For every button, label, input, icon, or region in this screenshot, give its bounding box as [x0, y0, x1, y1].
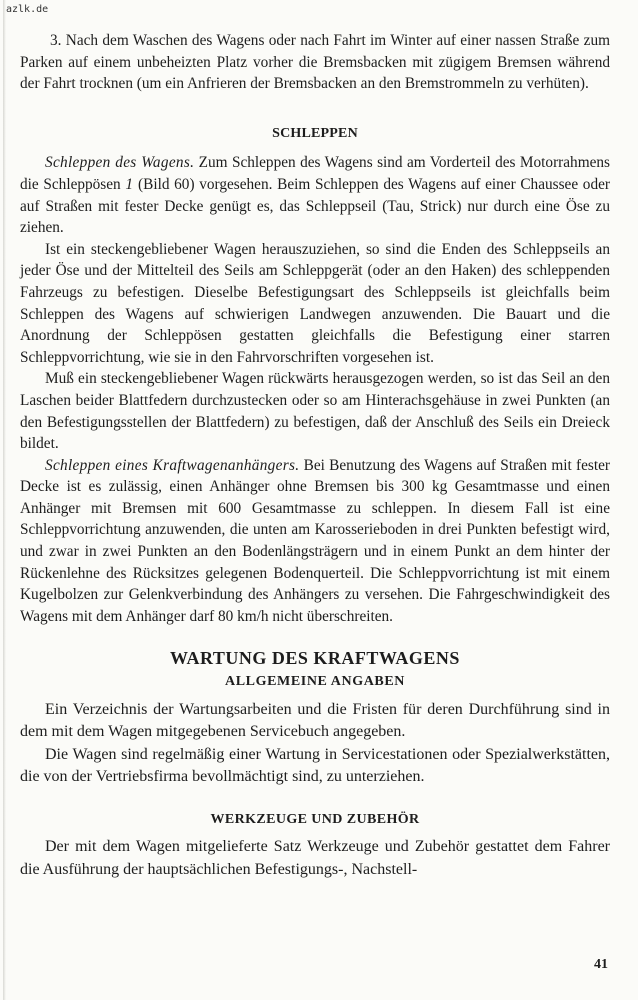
section-heading-schleppen: SCHLEPPEN [272, 125, 358, 141]
page-number: 41 [594, 957, 608, 972]
figure-reference-number: 1 [125, 175, 134, 193]
chapter-heading-wartung: WARTUNG DES KRAFTWAGENS [170, 648, 460, 669]
paragraph-text: Zum Schleppen des Wagens sind am Vorderteil des Motorrahmens die Schleppösen [20, 154, 610, 193]
wartung-body [20, 699, 610, 789]
run-in-heading-anhaenger: Schleppen eines Kraftwagenanhängers. [45, 456, 300, 474]
paragraph-text: (Bild 60) vorgesehen. Beim Schleppen des Wagens auf einer Chaussee oder auf Straßen mit fester Decke genügt es, das Schleppseil (Tau, Strick) nur durch eine Öse zu ziehen. [20, 175, 610, 237]
item-3-paragraph: 3. Nach dem Waschen des Wagens oder nach Fahrt im Winter auf einer nassen Straße zum Parken auf einem unbeheizten Platz vorher die Bremsbacken mit zügigem Bremsen während der Fahrt trocknen (um ein Anfrieren der Bremsbacken an den Bremstrommeln zu verhüten). [20, 32, 610, 93]
paragraph-schleppen-2: Ist ein steckengebliebener Wagen herauszuziehen, so sind die Enden des Schleppseils an jeder Öse und der Mittelteil des Seils am Schleppgerät (oder an den Haken) des schleppenden Fahrzeugs zu befestigen. Dieselbe Befestigungsart des Schleppseils ist gleichfalls beim Schleppen des Wagens auf schwierigen Landwegen anzuwenden. Die Bauart und die Anordnung der Schleppösen gestatten gleichfalls die Befestigung einer starren Schleppvorrichtung, wie sie in den Fahrvorschriften vorgesehen ist. [20, 240, 610, 366]
run-in-heading-schleppen-wagen: Schleppen des Wagens. [45, 154, 195, 172]
page-binding-shadow [3, 0, 6, 1000]
werkzeuge-body [20, 836, 610, 881]
paragraph-text: Bei Benutzung des Wagens auf Straßen mit fester Decke ist es zulässig, einen Anhänger ohne Bremsen bis 300 kg Gesamtmasse und einen Anhänger mit Bremsen mit 600 Gesamtmasse zu schleppen. In diesem Fall ist eine Schleppvorrichtung anzuwenden, die unten am Karosserieboden in drei Punkten befestigt wird, und zwar in zwei Punkten an den Bodenlängsträgern und in einem Punkt an dem hinter der Rückenlehne des Rücksitzes gelegenen Bodenquerteil. Die Schleppvorrichtung ist mit einem Kugelbolzen zur Gelenkverbindung des Anhängers zu versehen. Die Fahrgeschwindigkeit des Wagens mit dem Anhänger darf 80 km/h nicht überschreiten. [20, 456, 610, 625]
paragraph-wartung-1: Ein Verzeichnis der Wartungsarbeiten und die Fristen für deren Durchführung sind in dem mit dem Wagen mitgegebenen Servicebuch angegeben. [20, 701, 610, 741]
paragraph-schleppen-4 [20, 455, 610, 628]
paragraph-werkzeuge-1: Der mit dem Wagen mitgelieferte Satz Werkzeuge und Zubehör gestattet dem Fahrer die Ausführung der hauptsächlichen Befestigungs-, Nachstell- [20, 838, 610, 878]
section-heading-allgemeine-angaben: ALLGEMEINE ANGABEN [225, 674, 405, 690]
paragraph-wartung-2: Die Wagen sind regelmäßig einer Wartung in Servicestationen oder Spezialwerkstätten, die von der Vertriebsfirma bevollmächtigt sind, zu unterziehen. [20, 745, 610, 786]
watermark: azlk.de [6, 4, 49, 15]
section-heading-werkzeuge: WERKZEUGE UND ZUBEHÖR [210, 811, 420, 827]
paragraph-schleppen-3: Muß ein steckengebliebener Wagen rückwärts herausgezogen werden, so ist das Seil an den Laschen beider Blattfedern durchzustecken oder so am Hinterachsgehäuse in zwei Punkten (an den Befestigungsstellen der Blattfedern) zu befestigen, daß der Anschluß des Seils ein Dreieck bildet. [20, 370, 610, 453]
paragraph-schleppen-1 [20, 152, 610, 238]
document-page [20, 30, 610, 881]
